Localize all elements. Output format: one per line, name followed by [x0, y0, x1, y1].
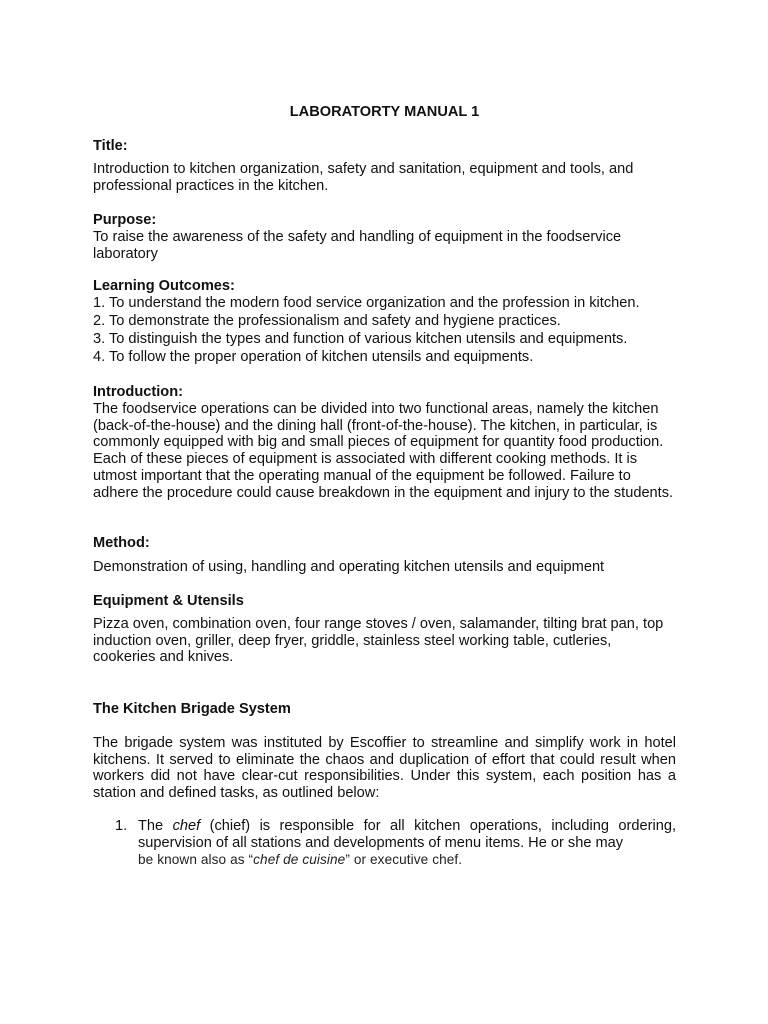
introduction-section: [93, 384, 676, 502]
brigade-list: [93, 818, 676, 868]
equipment-section: [93, 593, 676, 666]
list-item-number: 1.: [115, 818, 128, 834]
method-section: [93, 535, 676, 576]
list-item: [93, 818, 676, 868]
list-item: 3. To distinguish the types and function of various kitchen utensils and equipments.: [93, 330, 628, 347]
method-text: Demonstration of using, handling and operating kitchen utensils and equipment: [93, 558, 605, 575]
text-fragment: ” or executive chef.: [345, 851, 463, 867]
list-item: 4. To follow the proper operation of kitchen utensils and equipments.: [93, 349, 534, 366]
introduction-text: The foodservice operations can be divided into two functional areas, namely the kitchen (back-of-the-house) and the dining hall (front-of-the-house). The kitchen, in particular, is commonly equipped with big and small pieces of equipment for quantity food production. Each of these pieces of equipment is associated with different cooking methods. It is utmost important that the operating manual of the equipment be followed. Failure to adhere the procedure could cause breakdown in the equipment and injury to the students.: [93, 400, 674, 501]
text-fragment: The: [138, 818, 173, 834]
chef-term: chef: [172, 818, 201, 834]
purpose-section: [93, 212, 676, 262]
list-item-text: [138, 818, 676, 851]
learning-outcomes-section: [93, 278, 676, 367]
title-heading: Title:: [93, 138, 128, 154]
introduction-heading: Introduction:: [93, 384, 183, 400]
brigade-text: The brigade system was instituted by Escoffier to streamline and simplify work in hotel kitchens. It served to eliminate the chaos and duplication of effort that could result when workers did not have clear-cut responsibilities. Under this system, each position has a station and defined tasks, as outlined below:: [93, 734, 676, 802]
learning-outcomes-heading: Learning Outcomes:: [93, 278, 235, 294]
purpose-text: To raise the awareness of the safety and handling of equipment in the foodservice laboratory: [93, 228, 622, 262]
brigade-section: [93, 701, 676, 802]
brigade-heading: The Kitchen Brigade System: [93, 701, 291, 717]
list-item-last-line: [138, 852, 676, 869]
equipment-heading: Equipment & Utensils: [93, 593, 244, 609]
title-text: Introduction to kitchen organization, safety and sanitation, equipment and tools, and professional practices in the kitchen.: [93, 160, 634, 194]
title-section: [93, 138, 676, 194]
document-title: LABORATORTY MANUAL 1: [289, 104, 480, 120]
list-item: 2. To demonstrate the professionalism and safety and hygiene practices.: [93, 312, 561, 329]
learning-outcomes-list: [93, 295, 676, 366]
chef-de-cuisine-term: chef de cuisine: [253, 851, 346, 867]
text-fragment: (chief) is responsible for all kitchen operations, including ordering, supervision of all stations and developments of menu items. He or she may: [138, 818, 676, 851]
list-item: 1. To understand the modern food service organization and the profession in kitchen.: [93, 294, 640, 311]
purpose-heading: Purpose:: [93, 212, 157, 228]
equipment-text: Pizza oven, combination oven, four range stoves / oven, salamander, tilting brat pan, top induction oven, griller, deep fryer, griddle, stainless steel working table, cutleries, cookeries and knives.: [93, 615, 664, 666]
method-heading: Method:: [93, 535, 150, 551]
text-fragment: be known also as “: [138, 851, 254, 867]
document-page: [93, 0, 676, 1024]
